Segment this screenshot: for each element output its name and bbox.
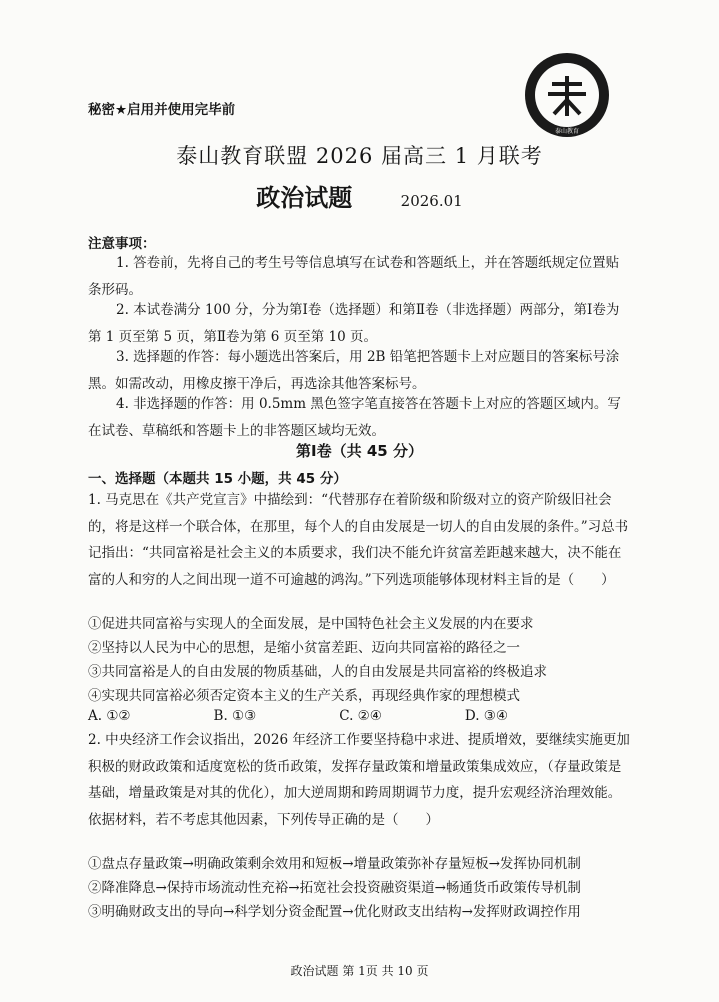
q2-statement-2: ②降准降息→保持市场流动性充裕→拓宽社会投资融资渠道→畅通货币政策传导机制 — [88, 880, 581, 896]
confidential-label: 秘密★启用并使用完毕前 — [88, 102, 236, 118]
notice-item-2: 2. 本试卷满分 100 分，分为第Ⅰ卷（选择题）和第Ⅱ卷（非选择题）两部分，第Ⅰ卷为第 1 页至第 5 页，第Ⅱ卷为第 6 页至第 10 页。 — [88, 302, 620, 345]
q2-statement-3: ③明确财政支出的导向→科学划分资金配置→优化财政支出结构→发挥财政调控作用 — [88, 904, 581, 920]
q1-statement-2: ②坚持以人民为中心的思想，是缩小贫富差距、迈向共同富裕的路径之一 — [88, 640, 520, 656]
notice-item-3: 3. 选择题的作答：每小题选出答案后，用 2B 铅笔把答题卡上对应题目的答案标号涂黑。如需改动，用橡皮擦干净后，再选涂其他答案标号。 — [88, 349, 620, 392]
q2-statement-1: ①盘点存量政策→明确政策剩余效用和短板→增量政策弥补存量短板→发挥协同机制 — [88, 856, 581, 872]
q1-option-a: A. ①② — [88, 708, 131, 724]
question-1-stem: 1. 马克思在《共产党宣言》中描绘到：“代替那存在着阶级和阶级对立的资产阶级旧社会的，将是这样一个联合体，在那里，每个人的自由发展是一切人的自由发展的条件。”习总书记指出：“共同富裕是社会主义的本质要求，我们决不能允许贫富差距越来越大，决不能在富的人和穷的人之间出现一道不可逾越的鸿沟。”下列选项能够体现材料主旨的是（ ） — [88, 492, 629, 588]
q1-statement-3: ③共同富裕是人的自由发展的物质基础，人的自由发展是共同富裕的终极追求 — [88, 664, 547, 680]
notice-title: 注意事项： — [88, 236, 156, 252]
exam-logo — [524, 52, 610, 138]
part-title: 一、选择题（本题共 15 小题，共 45 分） — [88, 471, 347, 487]
q1-option-d: D. ③④ — [464, 708, 508, 724]
q1-statement-4: ④实现共同富裕必须否定资本主义的生产关系，再现经典作家的理想模式 — [88, 688, 520, 704]
exam-title: 泰山教育联盟 2026 届高三 1 月联考 — [176, 144, 543, 168]
q1-statement-1: ①促进共同富裕与实现人的全面发展，是中国特色社会主义发展的内在要求 — [88, 616, 534, 632]
question-2-stem: 2. 中央经济工作会议指出，2026 年经济工作要坚持稳中求进、提质增效，要继续实施更加积极的财政政策和适度宽松的货币政策，发挥存量政策和增量政策集成效应，（存量政策是基础，增量政策是对其的优化），加大逆周期和跨周期调节力度，提升宏观经济治理效能。依据材料，若不考虑其他因素，下列传导正确的是（ ） — [88, 732, 630, 828]
q1-option-b: B. ①③ — [213, 708, 257, 724]
section-title: 第Ⅰ卷（共 45 分） — [296, 442, 423, 460]
exam-subject — [0, 178, 719, 213]
notice-item-1: 1. 答卷前，先将自己的考生号等信息填写在试卷和答题纸上，并在答题纸规定位置贴条形码。 — [88, 255, 620, 298]
q1-options — [88, 708, 508, 724]
subject-name: 政治试题 — [256, 184, 353, 212]
notice-item-4: 4. 非选择题的作答：用 0.5mm 黑色签字笔直接答在答题卡上对应的答题区域内。写在试卷、草稿纸和答题卡上的非答题区域均无效。 — [88, 396, 621, 439]
page-footer: 政治试题 第 1页 共 10 页 — [290, 964, 429, 978]
exam-date: 2026.01 — [400, 192, 463, 210]
q1-option-c: C. ②④ — [339, 708, 382, 724]
logo-text: 泰山教育 — [554, 128, 580, 135]
